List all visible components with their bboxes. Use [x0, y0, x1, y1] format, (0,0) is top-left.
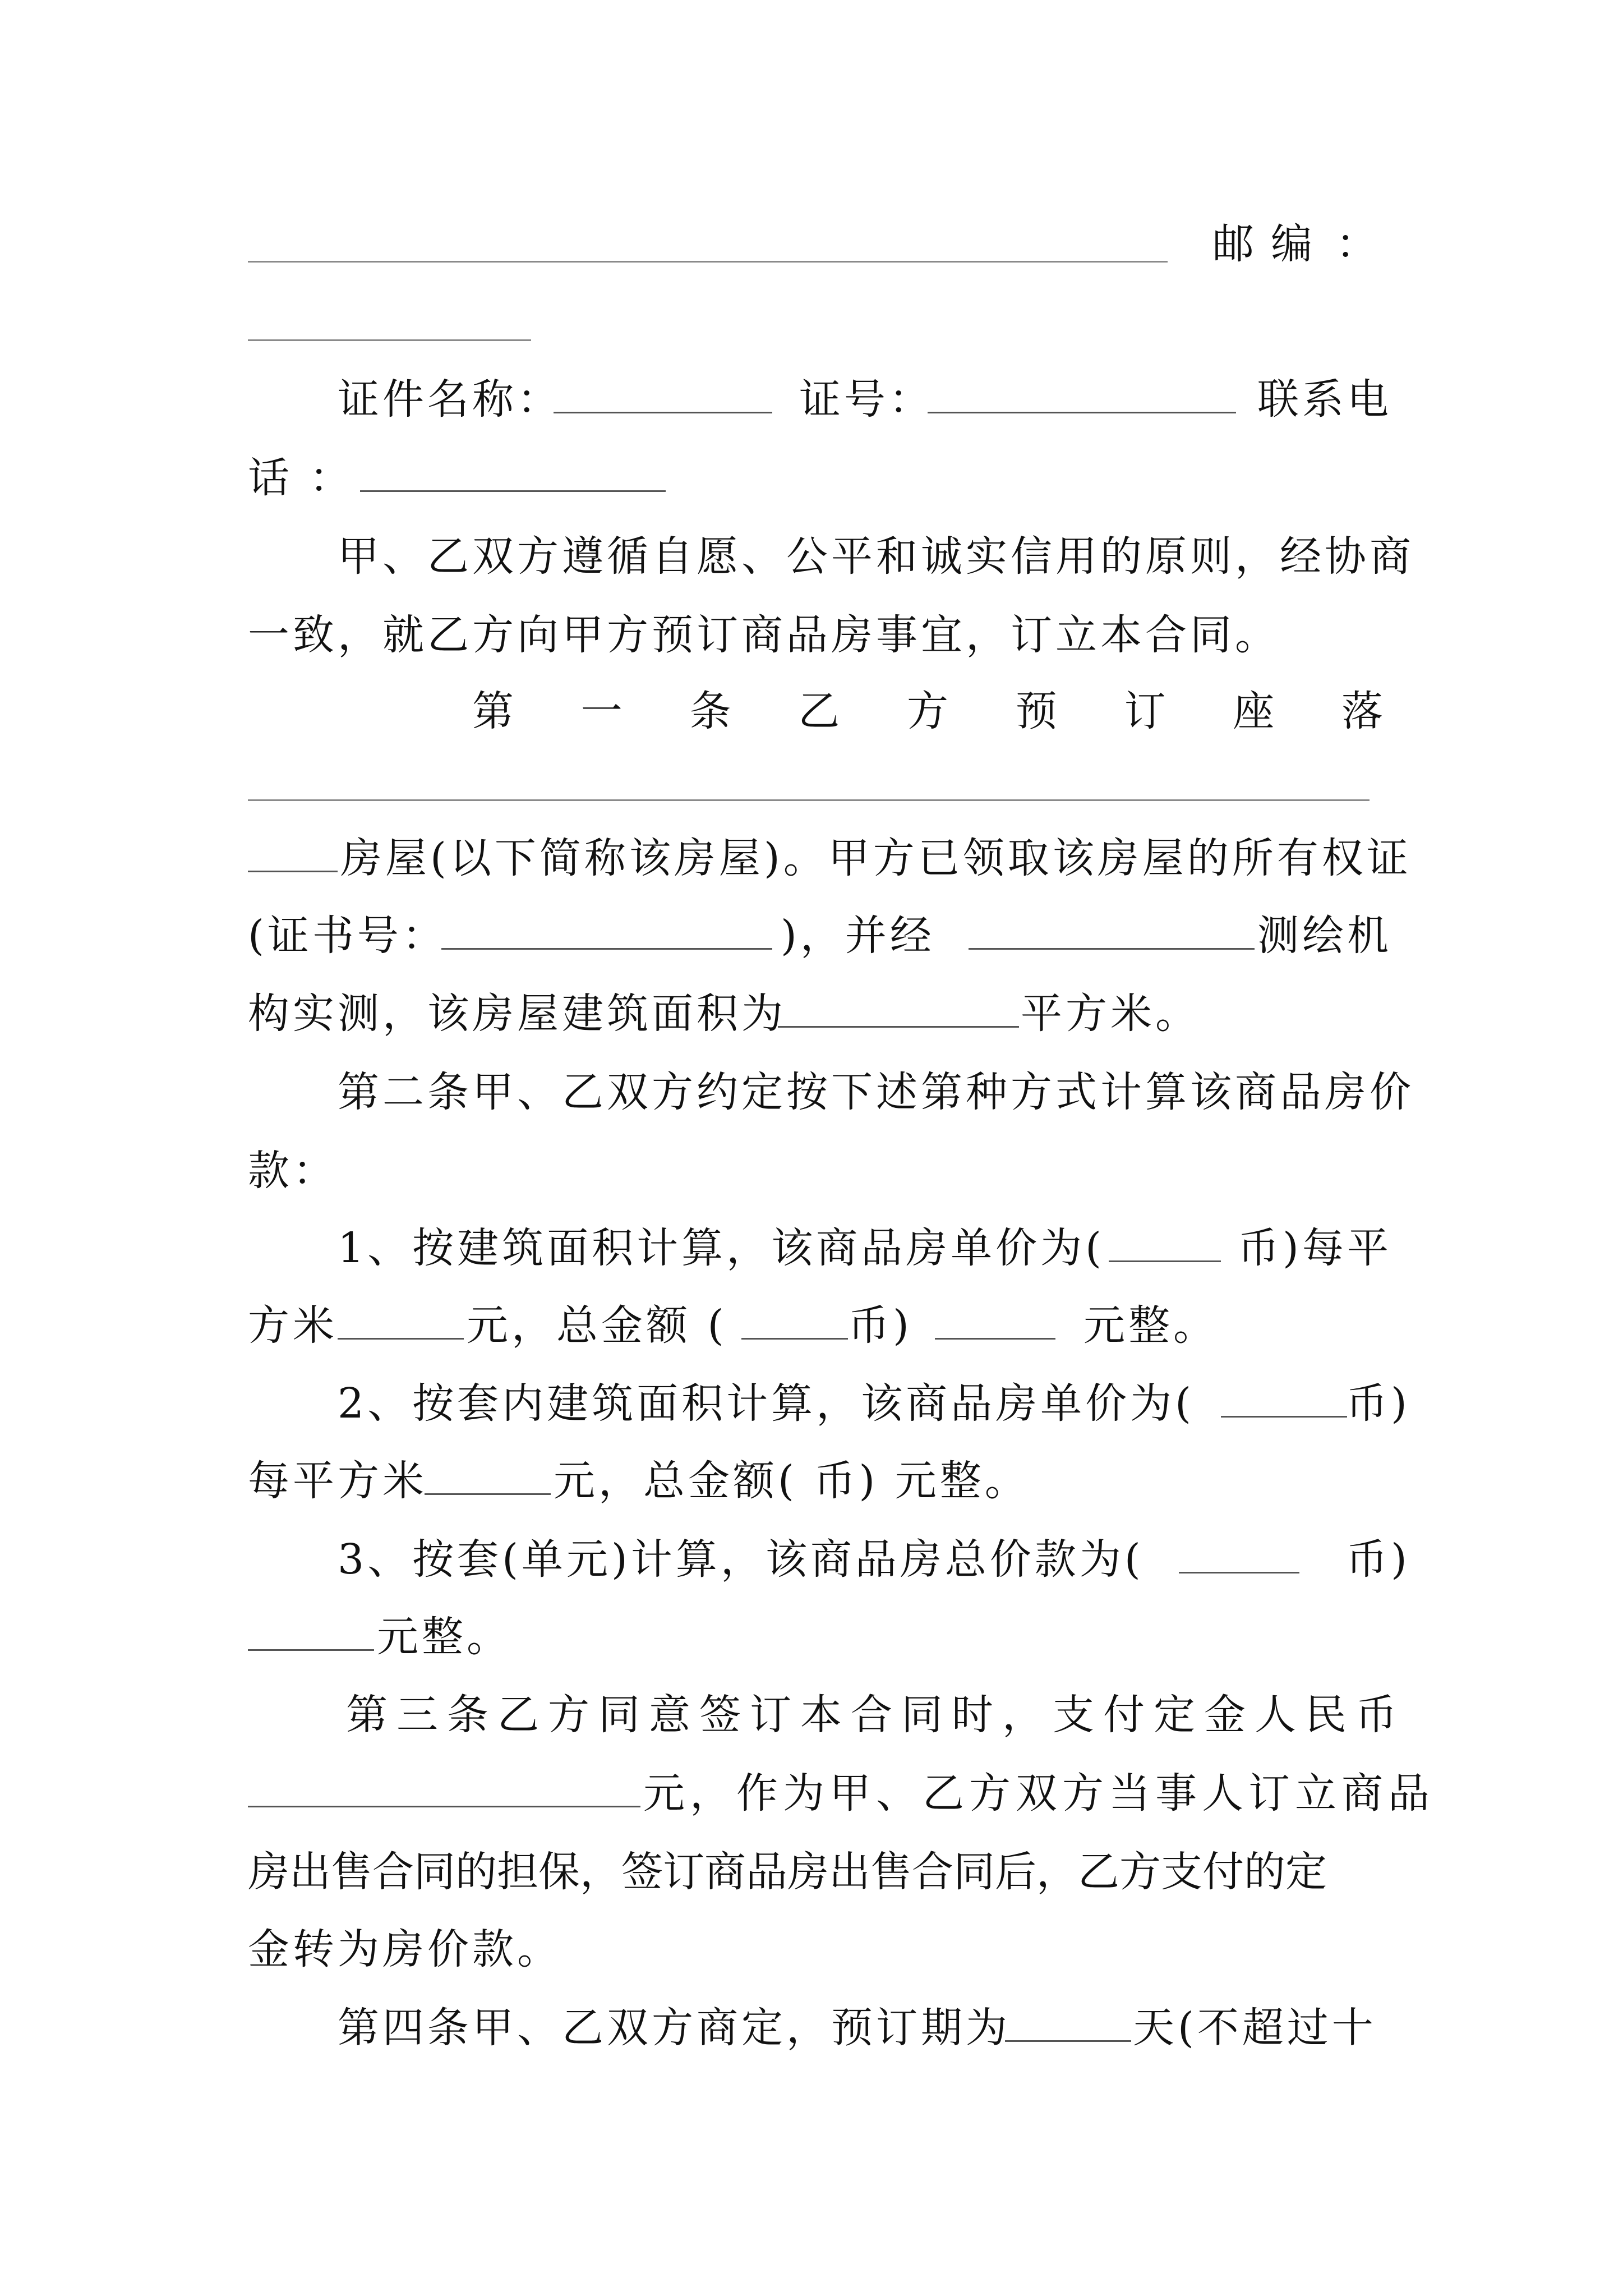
property-blank[interactable]	[248, 825, 338, 872]
article-1-line-2	[248, 902, 1392, 969]
preamble-line-1	[248, 523, 1414, 590]
article-1-heading	[472, 678, 1386, 745]
option-2-text-1a: 2、按套内建筑面积计算，该商品房单价为(	[338, 1379, 1195, 1428]
id-name-blank[interactable]	[554, 366, 772, 413]
option-3-text-2: 元整。	[377, 1613, 511, 1661]
option-1-currency-blank[interactable]	[1109, 1214, 1221, 1262]
article-2-line-1	[248, 1059, 1414, 1126]
option-1-line-1	[248, 1214, 1392, 1282]
option-2-line-2	[248, 1447, 1386, 1515]
option-1-text-2a: 方米	[248, 1301, 338, 1350]
option-1-text-2d: 元整。	[1083, 1301, 1218, 1350]
option-2-text-2a: 每平方米	[248, 1457, 427, 1505]
option-3-text-1b: 币)	[1346, 1535, 1410, 1584]
article-3-text-4: 金转为房价款。	[248, 1925, 562, 1973]
article-1-text-2b: )，并经	[781, 912, 935, 960]
heading-char: 座	[1233, 687, 1278, 735]
option-1-text-1a: 1、按建筑面积计算，该商品房单价为(	[338, 1224, 1105, 1272]
article-2-text-1: 第二条甲、乙双方约定按下述第种方式计算该商品房价	[338, 1068, 1414, 1116]
heading-char: 第	[472, 687, 517, 735]
phone-label-part2: 话 ：	[248, 454, 354, 502]
article-3-text-2: 元，作为甲、乙方双方当事人订立商品	[643, 1769, 1435, 1818]
option-1-total-blank[interactable]	[935, 1292, 1055, 1340]
preamble-text-2: 一致，就乙方向甲方预订商品房事宜，订立本合同。	[248, 611, 1280, 659]
heading-char: 订	[1124, 687, 1169, 735]
article-1-text-2c: 测绘机	[1257, 912, 1392, 960]
heading-char: 落	[1341, 687, 1386, 735]
article-4-line-1	[248, 1994, 1386, 2062]
postcode-blank-line[interactable]	[248, 339, 531, 341]
article-4-text-1a: 第四条甲、乙双方商定，预订期为	[338, 2004, 1011, 2052]
article-1-text-3b: 平方米。	[1021, 990, 1200, 1038]
id-no-blank[interactable]	[928, 366, 1236, 413]
id-no-label: 证号：	[799, 375, 934, 424]
option-3-currency-blank[interactable]	[1179, 1526, 1299, 1573]
option-2-unit-price-blank[interactable]	[425, 1447, 551, 1495]
certificate-no-label: (证书号：	[248, 912, 447, 960]
article-3-line-3	[248, 1838, 1386, 1906]
article-3-line-2	[248, 1760, 1435, 1827]
survey-agency-blank[interactable]	[969, 902, 1255, 950]
article-1-line-1	[248, 825, 1412, 892]
heading-char: 条	[689, 687, 735, 735]
option-3-line-1	[248, 1526, 1410, 1593]
phone-blank[interactable]	[360, 444, 666, 492]
option-2-line-1	[248, 1370, 1410, 1437]
certificate-no-blank[interactable]	[441, 902, 772, 950]
article-1-line-3	[248, 980, 1386, 1047]
option-2-text-1b: 币)	[1346, 1379, 1410, 1428]
id-row	[248, 366, 1392, 433]
option-1-unit-price-blank[interactable]	[338, 1292, 464, 1340]
heading-char: 一	[580, 687, 626, 735]
heading-char: 乙	[798, 687, 843, 735]
article-3-text-1: 第三条乙方同意签订本合同时，支付定金人民币	[346, 1691, 1406, 1739]
article-2-text-2: 款：	[248, 1147, 338, 1195]
article-3-line-1	[248, 1681, 1406, 1749]
option-3-text-1a: 3、按套(单元)计算，该商品房总价款为(	[338, 1535, 1144, 1584]
article-3-text-3: 房出售合同的担保，签订商品房出售合同后，乙方支付的定	[248, 1848, 1327, 1896]
option-1-line-2	[248, 1292, 1386, 1359]
article-2-line-2	[248, 1137, 1386, 1204]
option-1-text-1b: 币)每平	[1238, 1224, 1392, 1272]
heading-char: 预	[1015, 687, 1061, 735]
phone-row	[248, 444, 1386, 512]
heading-char: 方	[907, 687, 952, 735]
postcode-colon: ：	[1336, 220, 1381, 268]
floor-area-blank[interactable]	[778, 980, 1019, 1028]
option-3-line-2	[248, 1603, 1386, 1671]
option-2-text-2b: 元，总金额( 币) 元整。	[554, 1457, 1030, 1505]
postcode-label: 邮编	[1212, 220, 1329, 268]
article-1-text-1: 房屋(以下简称该房屋)。甲方已领取该房屋的所有权证	[340, 834, 1412, 882]
option-1-total-currency-blank[interactable]	[741, 1292, 848, 1340]
preamble-line-2	[248, 601, 1386, 669]
location-blank-line[interactable]	[248, 799, 1370, 801]
phone-label-part1: 联系电	[1257, 375, 1392, 424]
preamble-text-1: 甲、乙双方遵循自愿、公平和诚实信用的原则，经协商	[338, 532, 1414, 581]
article-3-line-4	[248, 1916, 1386, 1983]
option-1-text-2b: 元，总金额 (	[467, 1301, 727, 1350]
id-name-label: 证件名称：	[338, 375, 562, 424]
deposit-amount-blank[interactable]	[248, 1760, 640, 1807]
option-2-currency-blank[interactable]	[1221, 1370, 1347, 1418]
reservation-days-blank[interactable]	[1005, 1994, 1131, 2042]
postcode-row	[248, 210, 1386, 278]
article-1-text-3a: 构实测，该房屋建筑面积为	[248, 990, 786, 1038]
option-3-total-blank[interactable]	[248, 1603, 374, 1651]
option-1-text-2c: 币)	[848, 1301, 912, 1350]
article-4-text-1b: 天(不超过十	[1133, 2004, 1377, 2052]
